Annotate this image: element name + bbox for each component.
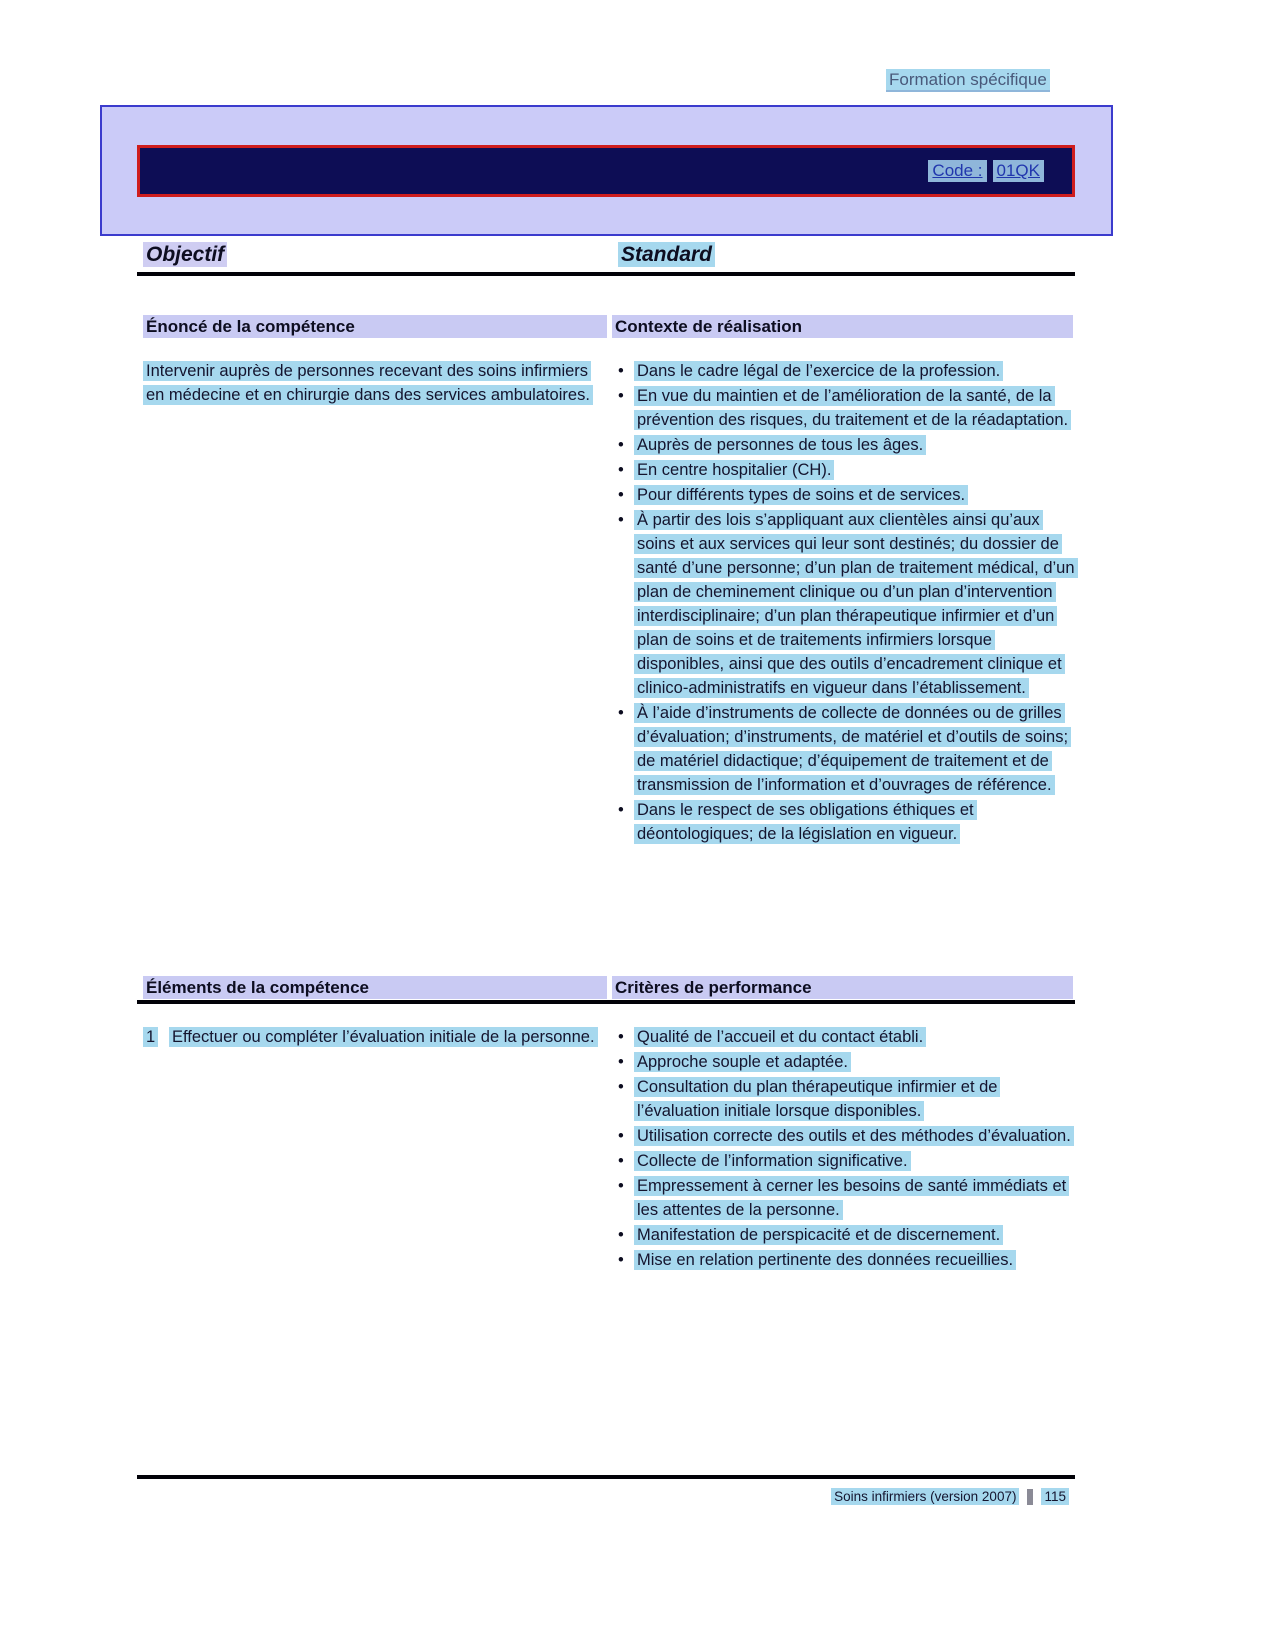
page-footer bbox=[137, 1488, 1075, 1505]
bullet-text: En centre hospitalier (CH). bbox=[634, 460, 834, 480]
enonce-competence-header-text: Énoncé de la compétence bbox=[146, 317, 355, 336]
bullet-text: En vue du maintien et de l’amélioration de la santé, de la prévention des risques, du traitement et de la réadaptation. bbox=[634, 386, 1071, 430]
competence-statement bbox=[143, 359, 595, 407]
bullet-item bbox=[612, 1124, 1075, 1148]
formation-label-text: Formation spécifique bbox=[886, 69, 1050, 92]
bullet-item bbox=[612, 483, 1075, 507]
bullet-text: Approche souple et adaptée. bbox=[634, 1052, 851, 1072]
bullet-text: À l’aide d’instruments de collecte de données ou de grilles d’évaluation; d’instruments, de matériel et d’outils de soins; de matériel didactique; d’équipement de traitement et de transmission de l’information et d’ouvrages de référence. bbox=[634, 703, 1071, 795]
footer-separator bbox=[1027, 1489, 1033, 1505]
title-banner bbox=[100, 105, 1113, 236]
element-number bbox=[143, 1025, 169, 1049]
bullet-item bbox=[612, 384, 1075, 432]
objectif-heading bbox=[143, 243, 227, 267]
element-item bbox=[143, 1025, 598, 1049]
bullet-text: Auprès de personnes de tous les âges. bbox=[634, 435, 926, 455]
bullet-item bbox=[612, 359, 1075, 383]
formation-label bbox=[886, 70, 1050, 90]
bullet-text: Pour différents types de soins et de services. bbox=[634, 485, 968, 505]
objectif-heading-text: Objectif bbox=[143, 242, 227, 267]
footer-doc-label: Soins infirmiers (version 2007) bbox=[831, 1488, 1019, 1505]
element-text bbox=[169, 1025, 598, 1049]
criteres-performance-header-text: Critères de performance bbox=[615, 978, 812, 997]
bullet-item bbox=[612, 1050, 1075, 1074]
elements-competence-header bbox=[143, 976, 607, 999]
bullet-item bbox=[612, 508, 1075, 700]
bullet-item bbox=[612, 1149, 1075, 1173]
bullet-item bbox=[612, 1174, 1075, 1222]
criteres-bullet-list bbox=[612, 1025, 1075, 1273]
bullet-text: Qualité de l’accueil et du contact établi. bbox=[634, 1027, 926, 1047]
bullet-text: Dans le cadre légal de l’exercice de la profession. bbox=[634, 361, 1003, 381]
element-text-content: Effectuer ou compléter l’évaluation initiale de la personne. bbox=[169, 1027, 598, 1047]
divider-middle bbox=[137, 1000, 1075, 1004]
divider-bottom bbox=[137, 1475, 1075, 1479]
criteres-performance-header bbox=[612, 976, 1073, 999]
bullet-text: Collecte de l’information significative. bbox=[634, 1151, 911, 1171]
bullet-text: Empressement à cerner les besoins de santé immédiats et les attentes de la personne. bbox=[634, 1176, 1069, 1220]
footer-page-number: 115 bbox=[1041, 1488, 1069, 1505]
bullet-item bbox=[612, 701, 1075, 797]
contexte-realisation-header-text: Contexte de réalisation bbox=[615, 317, 803, 336]
contexte-realisation-header bbox=[612, 315, 1073, 338]
bullet-text: Manifestation de perspicacité et de discernement. bbox=[634, 1225, 1003, 1245]
bullet-text: À partir des lois s’appliquant aux clientèles ainsi qu’aux soins et aux services qui leur sont destinés; du dossier de santé d’une personne; d’un plan de traitement médical, d’un plan de cheminement clinique ou d’un plan d’intervention interdisciplinaire; d’un plan thérapeutique infirmier et d’un plan de soins et de traitements infirmiers lorsque disponibles, ainsi que des outils d’encadrement clinique et clinico-administratifs en vigueur dans l’établissement. bbox=[634, 510, 1078, 698]
standard-heading-text: Standard bbox=[618, 242, 715, 267]
contexte-bullet-list bbox=[612, 359, 1075, 847]
bullet-text: Mise en relation pertinente des données recueillies. bbox=[634, 1250, 1016, 1270]
bullet-item bbox=[612, 1248, 1075, 1272]
enonce-competence-header bbox=[143, 315, 607, 338]
bullet-item bbox=[612, 798, 1075, 846]
divider-top bbox=[137, 272, 1075, 276]
code-label: Code : bbox=[928, 160, 986, 182]
bullet-item bbox=[612, 1223, 1075, 1247]
bullet-item bbox=[612, 1075, 1075, 1123]
bullet-text: Utilisation correcte des outils et des méthodes d’évaluation. bbox=[634, 1126, 1074, 1146]
title-banner-panel bbox=[137, 145, 1075, 197]
bullet-item bbox=[612, 433, 1075, 457]
elements-competence-header-text: Éléments de la compétence bbox=[146, 978, 369, 997]
bullet-item bbox=[612, 458, 1075, 482]
bullet-text: Consultation du plan thérapeutique infirmier et de l’évaluation initiale lorsque disponibles. bbox=[634, 1077, 1000, 1121]
bullet-text: Dans le respect de ses obligations éthiques et déontologiques; de la législation en vigueur. bbox=[634, 800, 977, 844]
element-number-text: 1 bbox=[143, 1027, 158, 1047]
competence-statement-text: Intervenir auprès de personnes recevant des soins infirmiers en médecine et en chirurgie dans des services ambulatoires. bbox=[143, 361, 593, 405]
standard-heading bbox=[618, 243, 715, 267]
code-value: 01QK bbox=[993, 160, 1044, 182]
bullet-item bbox=[612, 1025, 1075, 1049]
